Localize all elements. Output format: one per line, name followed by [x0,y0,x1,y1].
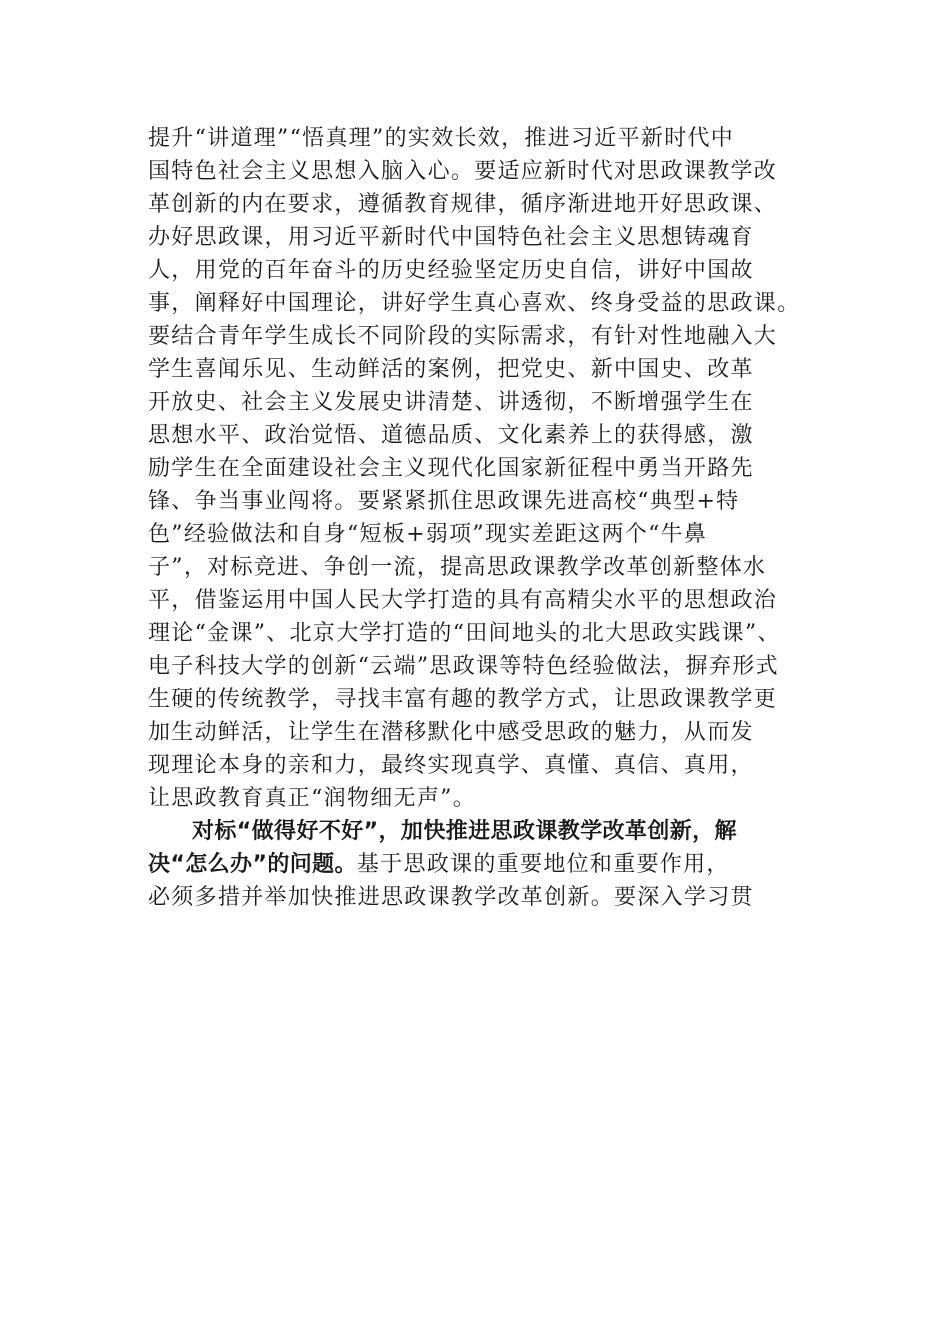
text-line: 锋、争当事业闯将。要紧紧抓住思政课先进高校“典型+特 [148,489,740,514]
paragraph-2 [148,815,848,914]
text-line: 要结合青年学生成长不同阶段的实际需求，有针对性地融入大 [148,324,778,349]
text-line: 学生喜闻乐见、生动鲜活的案例，把党史、新中国史、改革 [148,357,754,382]
text-line: 必须多措并举加快推进思政课教学改革创新。要深入学习贯 [148,885,754,910]
text-line: 国特色社会主义思想入脑入心。要适应新时代对思政课教学改 [148,159,778,184]
text-line: 让思政教育真正“润物细无声”。 [148,786,476,811]
text-line: 加生动鲜活，让学生在潜移默化中感受思政的魅力，从而发 [148,720,754,745]
text-line: 子”，对标竞进、争创一流，提高思政课教学改革创新整体水 [148,555,767,580]
text-line: 事，阐释好中国理论，讲好学生真心喜欢、终身受益的思政课。 [148,291,801,316]
text-line: 励学生在全面建设社会主义现代化国家新征程中勇当开路先 [148,456,754,481]
text-line: 人，用党的百年奋斗的历史经验坚定历史自信，讲好中国故 [148,258,754,283]
text-line: 理论“金课”、北京大学打造的“田间地头的北大思政实践课”、 [148,621,781,646]
text-line: 办好思政课，用习近平新时代中国特色社会主义思想铸魂育 [148,225,754,250]
document-body [148,122,848,914]
text-line: 生硬的传统教学，寻找丰富有趣的教学方式，让思政课教学更 [148,687,778,712]
text-line [148,848,848,881]
text-line: 思想水平、政治觉悟、道德品质、文化素养上的获得感，激 [148,423,754,448]
text-line: 现理论本身的亲和力，最终实现真学、真懂、真信、真用， [148,753,754,778]
text-line: 革创新的内在要求，遵循教育规律，循序渐进地开好思政课、 [148,192,778,217]
bold-heading-text: 决“怎么办”的问题。 [148,852,357,877]
text-line [148,815,848,848]
text-line: 平，借鉴运用中国人民大学打造的具有高精尖水平的思想政治 [148,588,778,613]
text-line: 开放史、社会主义发展史讲清楚、讲透彻，不断增强学生在 [148,390,754,415]
body-text-span: 基于思政课的重要地位和重要作用， [356,852,730,877]
paragraph-1 [148,122,848,815]
bold-heading-text: 对标“做得好不好”，加快推进思政课教学改革创新，解 [192,819,737,844]
text-line: 电子科技大学的创新“云端”思政课等特色经验做法，摒弃形式 [148,654,779,679]
text-line: 色”经验做法和自身“短板+弱项”现实差距这两个“牛鼻 [148,522,708,547]
text-line: 提升“讲道理”“悟真理”的实效长效，推进习近平新时代中 [148,126,735,151]
